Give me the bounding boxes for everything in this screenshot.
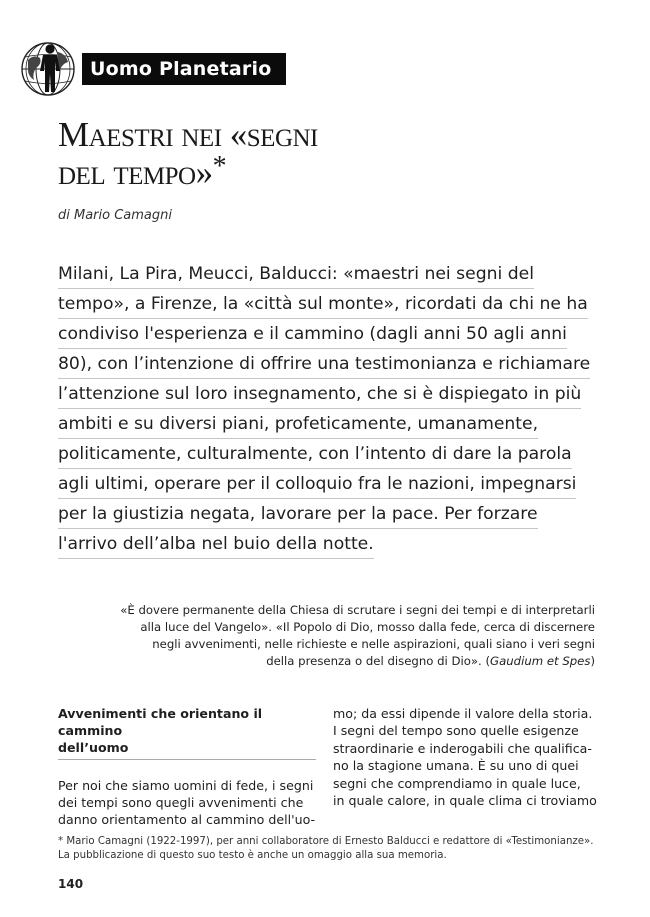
lead-line: condiviso l'esperienza e il cammino (dagli anni 50 agli anni bbox=[58, 320, 567, 349]
body-line: segni che comprendiamo in quale luce, bbox=[333, 775, 581, 791]
lead-line: 80), con l’intenzione di offrire una testimonianza e richiamare bbox=[58, 350, 590, 379]
body-line: mo; da essi dipende il valore della storia. bbox=[333, 706, 593, 721]
section-heading-line: Avvenimenti che orientano il cammino bbox=[58, 706, 263, 738]
lead-line: l’attenzione sul loro insegnamento, che si è dispiegato in più bbox=[58, 380, 581, 409]
quote-close: ) bbox=[590, 654, 595, 668]
article-title bbox=[58, 116, 318, 192]
lead-line: politicamente, culturalmente, con l’intento di dare la parola bbox=[58, 440, 572, 469]
lead-line: per la giustizia negata, lavorare per la pace. Per forzare bbox=[58, 500, 538, 529]
title-line-2-text: del tempo» bbox=[58, 152, 213, 192]
footnote-line: La pubblicazione di questo suo testo è anche un omaggio alla sua memoria. bbox=[58, 849, 447, 861]
left-column-body bbox=[58, 777, 316, 828]
section-banner: Uomo Planetario bbox=[82, 53, 286, 85]
body-line: straordinarie e inderogabili che qualifica- bbox=[333, 740, 592, 756]
body-line: Per noi che siamo uomini di fede, i segni bbox=[58, 778, 314, 793]
title-line-2 bbox=[58, 150, 318, 192]
quote-line: della presenza o del disegno di Dio». ( bbox=[266, 654, 491, 668]
quote-line-last bbox=[70, 653, 595, 670]
quote-line: alla luce del Vangelo». «Il Popolo di Dio, mosso dalla fede, cerca di discernere bbox=[140, 620, 595, 634]
lead-line: tempo», a Firenze, la «città sul monte», ricordati da chi ne ha bbox=[58, 290, 588, 319]
footnote bbox=[58, 835, 598, 862]
section-heading-line: dell’uomo bbox=[58, 740, 129, 755]
title-line-1: Maestri nei «segni bbox=[58, 115, 318, 154]
lead-line: ambiti e su diversi piani, profeticamente, umanamente, bbox=[58, 410, 538, 439]
body-line: in quale calore, in quale clima ci troviamo bbox=[333, 793, 597, 809]
body-line: I segni del tempo sono quelle esigenze bbox=[333, 723, 579, 739]
right-column bbox=[333, 705, 595, 809]
epigraph-quote bbox=[70, 602, 595, 670]
body-line: danno orientamento al cammino dell'uo- bbox=[58, 812, 316, 827]
lead-line: l'arrivo dell’alba nel buio della notte. bbox=[58, 530, 374, 559]
title-footnote-mark: * bbox=[212, 150, 227, 182]
quote-line: negli avvenimenti, nelle richieste e nelle aspirazioni, quali siano i veri segni bbox=[152, 637, 595, 651]
section-heading bbox=[58, 705, 316, 760]
left-column bbox=[58, 705, 316, 828]
page-number: 140 bbox=[58, 877, 84, 891]
quote-line: «È dovere permanente della Chiesa di scrutare i segni dei tempi e di interpretarli bbox=[120, 603, 595, 617]
body-line: no la stagione umana. È su uno di quei bbox=[333, 758, 579, 774]
body-line: dei tempi sono quegli avvenimenti che bbox=[58, 795, 304, 810]
quote-source: Gaudium et Spes bbox=[490, 654, 591, 668]
lead-line: agli ultimi, operare per il colloquio fra le nazioni, impegnarsi bbox=[58, 470, 576, 499]
byline: di Mario Camagni bbox=[58, 208, 172, 223]
lead-paragraph bbox=[58, 260, 591, 560]
lead-line: Milani, La Pira, Meucci, Balducci: «maestri nei segni del bbox=[58, 260, 534, 289]
footnote-line: * Mario Camagni (1922-1997), per anni collaboratore di Ernesto Balducci e redattore di «Testimonianze». bbox=[58, 836, 594, 847]
globe-figure-icon bbox=[20, 40, 76, 98]
